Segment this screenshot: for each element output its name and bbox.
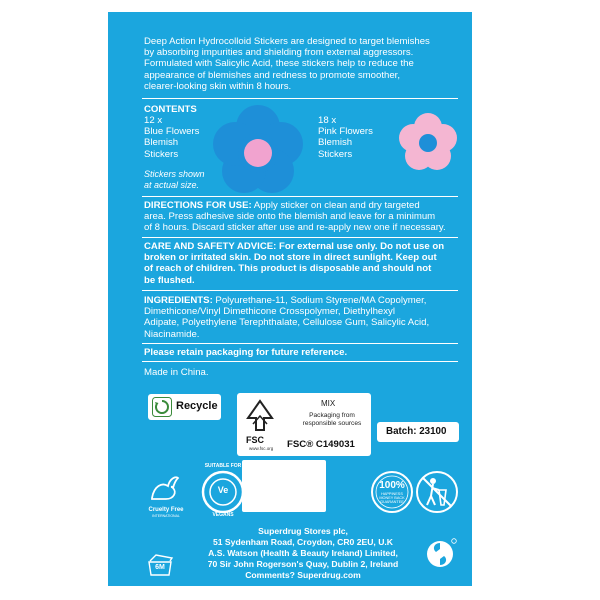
- note-line: at actual size.: [144, 180, 200, 191]
- cruelty-free-label: Cruelty Free: [148, 507, 184, 513]
- batch-label-box: [377, 422, 459, 442]
- guarantee-line: GUARANTEE: [380, 500, 404, 505]
- fsc-code: FSC® C149031: [287, 439, 355, 450]
- directions-line: Apply sticker on clean and dry targeted: [251, 200, 420, 211]
- pink-flowers-count: [318, 115, 398, 160]
- note-line: Stickers shown: [144, 169, 205, 179]
- contents-line: Pink Flowers: [318, 126, 373, 138]
- tidyman-icon: [415, 470, 459, 514]
- guarantee-percentage: 100%: [379, 480, 405, 491]
- intro-line: by absorbing impurities and shielding from external aggressors.: [144, 47, 414, 59]
- made-in-text: Made in China.: [144, 367, 209, 378]
- actual-size-note: [144, 169, 205, 191]
- retain-packaging-text: Please retain packaging for future reference.: [144, 347, 348, 358]
- address-line: A.S. Watson (Health & Beauty Ireland) Limited,: [208, 548, 398, 558]
- intro-line: Formulated with Salicylic Acid, these stickers help to reduce the: [144, 58, 414, 70]
- divider: [142, 196, 458, 197]
- care-line: of reach of children. This product is disposable and should not: [144, 263, 432, 275]
- intro-line: Deep Action Hydrocolloid Stickers are designed to target blemishes: [144, 36, 430, 47]
- vegan-mark: Ve: [217, 485, 229, 495]
- vegan-top-text: SUITABLE FOR: [204, 463, 242, 469]
- fsc-description-line: Packaging from: [309, 412, 355, 419]
- divider: [142, 98, 458, 99]
- directions-line: area. Press adhesive side onto the blemish and leave for a minimum: [144, 211, 436, 223]
- fsc-description-line: responsible sources: [302, 420, 362, 427]
- guarantee-line: MONEY BACK: [379, 496, 405, 501]
- care-line: CARE AND SAFETY ADVICE: For external use only. Do not use on: [144, 241, 445, 252]
- contents-line: Stickers: [144, 148, 179, 160]
- cruelty-free-sub: INTERNATIONAL: [152, 514, 180, 518]
- recycle-label: Recycle: [176, 400, 218, 412]
- contents-line: Blemish: [318, 137, 353, 149]
- ingredients-line: Adipate, Polyethylene Terephthalate, Cellulose Gum, Salicylic Acid,: [144, 317, 430, 329]
- care-line: be flushed.: [144, 274, 195, 286]
- pao-label: 6M: [155, 564, 165, 571]
- company-address: [188, 526, 418, 581]
- address-line: Superdrug Stores plc,: [258, 526, 348, 536]
- address-line: Comments? Superdrug.com: [245, 570, 361, 580]
- ingredients-line: Dimethicone/Vinyl Dimethicone Crosspolymer, Diethylhexyl: [144, 306, 395, 318]
- pink-flower-sticker-icon: [398, 112, 458, 174]
- recycle-icon: [152, 397, 172, 417]
- guarantee-text: [370, 492, 414, 505]
- directions-text: [144, 200, 464, 234]
- batch-number: Batch: 23100: [386, 426, 447, 437]
- guarantee-line: HAPPINESS: [381, 492, 403, 496]
- ingredients-heading: INGREDIENTS:: [144, 295, 213, 306]
- divider: [142, 237, 458, 238]
- care-line: broken or irritated skin. Do not store in direct sunlight. Keep out: [144, 252, 437, 264]
- ingredients-line: Niacinamide.: [144, 328, 200, 340]
- intro-line: clearer-looking skin within 8 hours.: [144, 80, 292, 92]
- fsc-mix-label: MIX: [321, 399, 336, 408]
- contents-line: 12 x: [144, 115, 163, 126]
- blank-label-area: [242, 460, 326, 512]
- address-line: 70 Sir John Rogerson's Quay, Dublin 2, Ireland: [207, 559, 399, 569]
- intro-text: [144, 36, 464, 92]
- green-dot-icon: [424, 536, 458, 570]
- directions-line: of 8 hours. Discard sticker after use and re-apply new one if necessary.: [144, 222, 446, 234]
- fsc-label: FSC: [246, 435, 264, 445]
- contents-line: Blue Flowers: [144, 126, 200, 138]
- packaging-back: [108, 12, 472, 586]
- blue-flower-sticker-icon: [212, 103, 304, 198]
- divider: [142, 343, 458, 344]
- fsc-tree-icon: [243, 398, 277, 434]
- recycle-badge: [148, 394, 221, 420]
- contents-line: Blemish: [144, 137, 179, 149]
- ingredients-line: Polyurethane-11, Sodium Styrene/MA Copolymer,: [212, 295, 427, 306]
- intro-line: appearance of blemishes and redness to promote smoother,: [144, 69, 400, 81]
- fsc-description: [297, 412, 367, 428]
- blue-flowers-count: [144, 115, 214, 160]
- contents-line: 18 x: [318, 115, 337, 126]
- leaping-bunny-icon: [148, 472, 182, 506]
- fsc-website: www.fsc.org: [249, 446, 274, 451]
- divider: [142, 290, 458, 291]
- ingredients-text: [144, 295, 464, 340]
- fsc-badge: [237, 393, 371, 456]
- vegan-bottom-text: VEGANS: [212, 512, 234, 518]
- contents-heading: CONTENTS: [144, 104, 197, 115]
- address-line: 51 Sydenham Road, Croydon, CR0 2EU, U.K: [212, 537, 394, 547]
- divider: [142, 361, 458, 362]
- care-advice-text: [144, 241, 464, 286]
- contents-line: Stickers: [318, 148, 353, 160]
- directions-heading: DIRECTIONS FOR USE:: [144, 200, 252, 211]
